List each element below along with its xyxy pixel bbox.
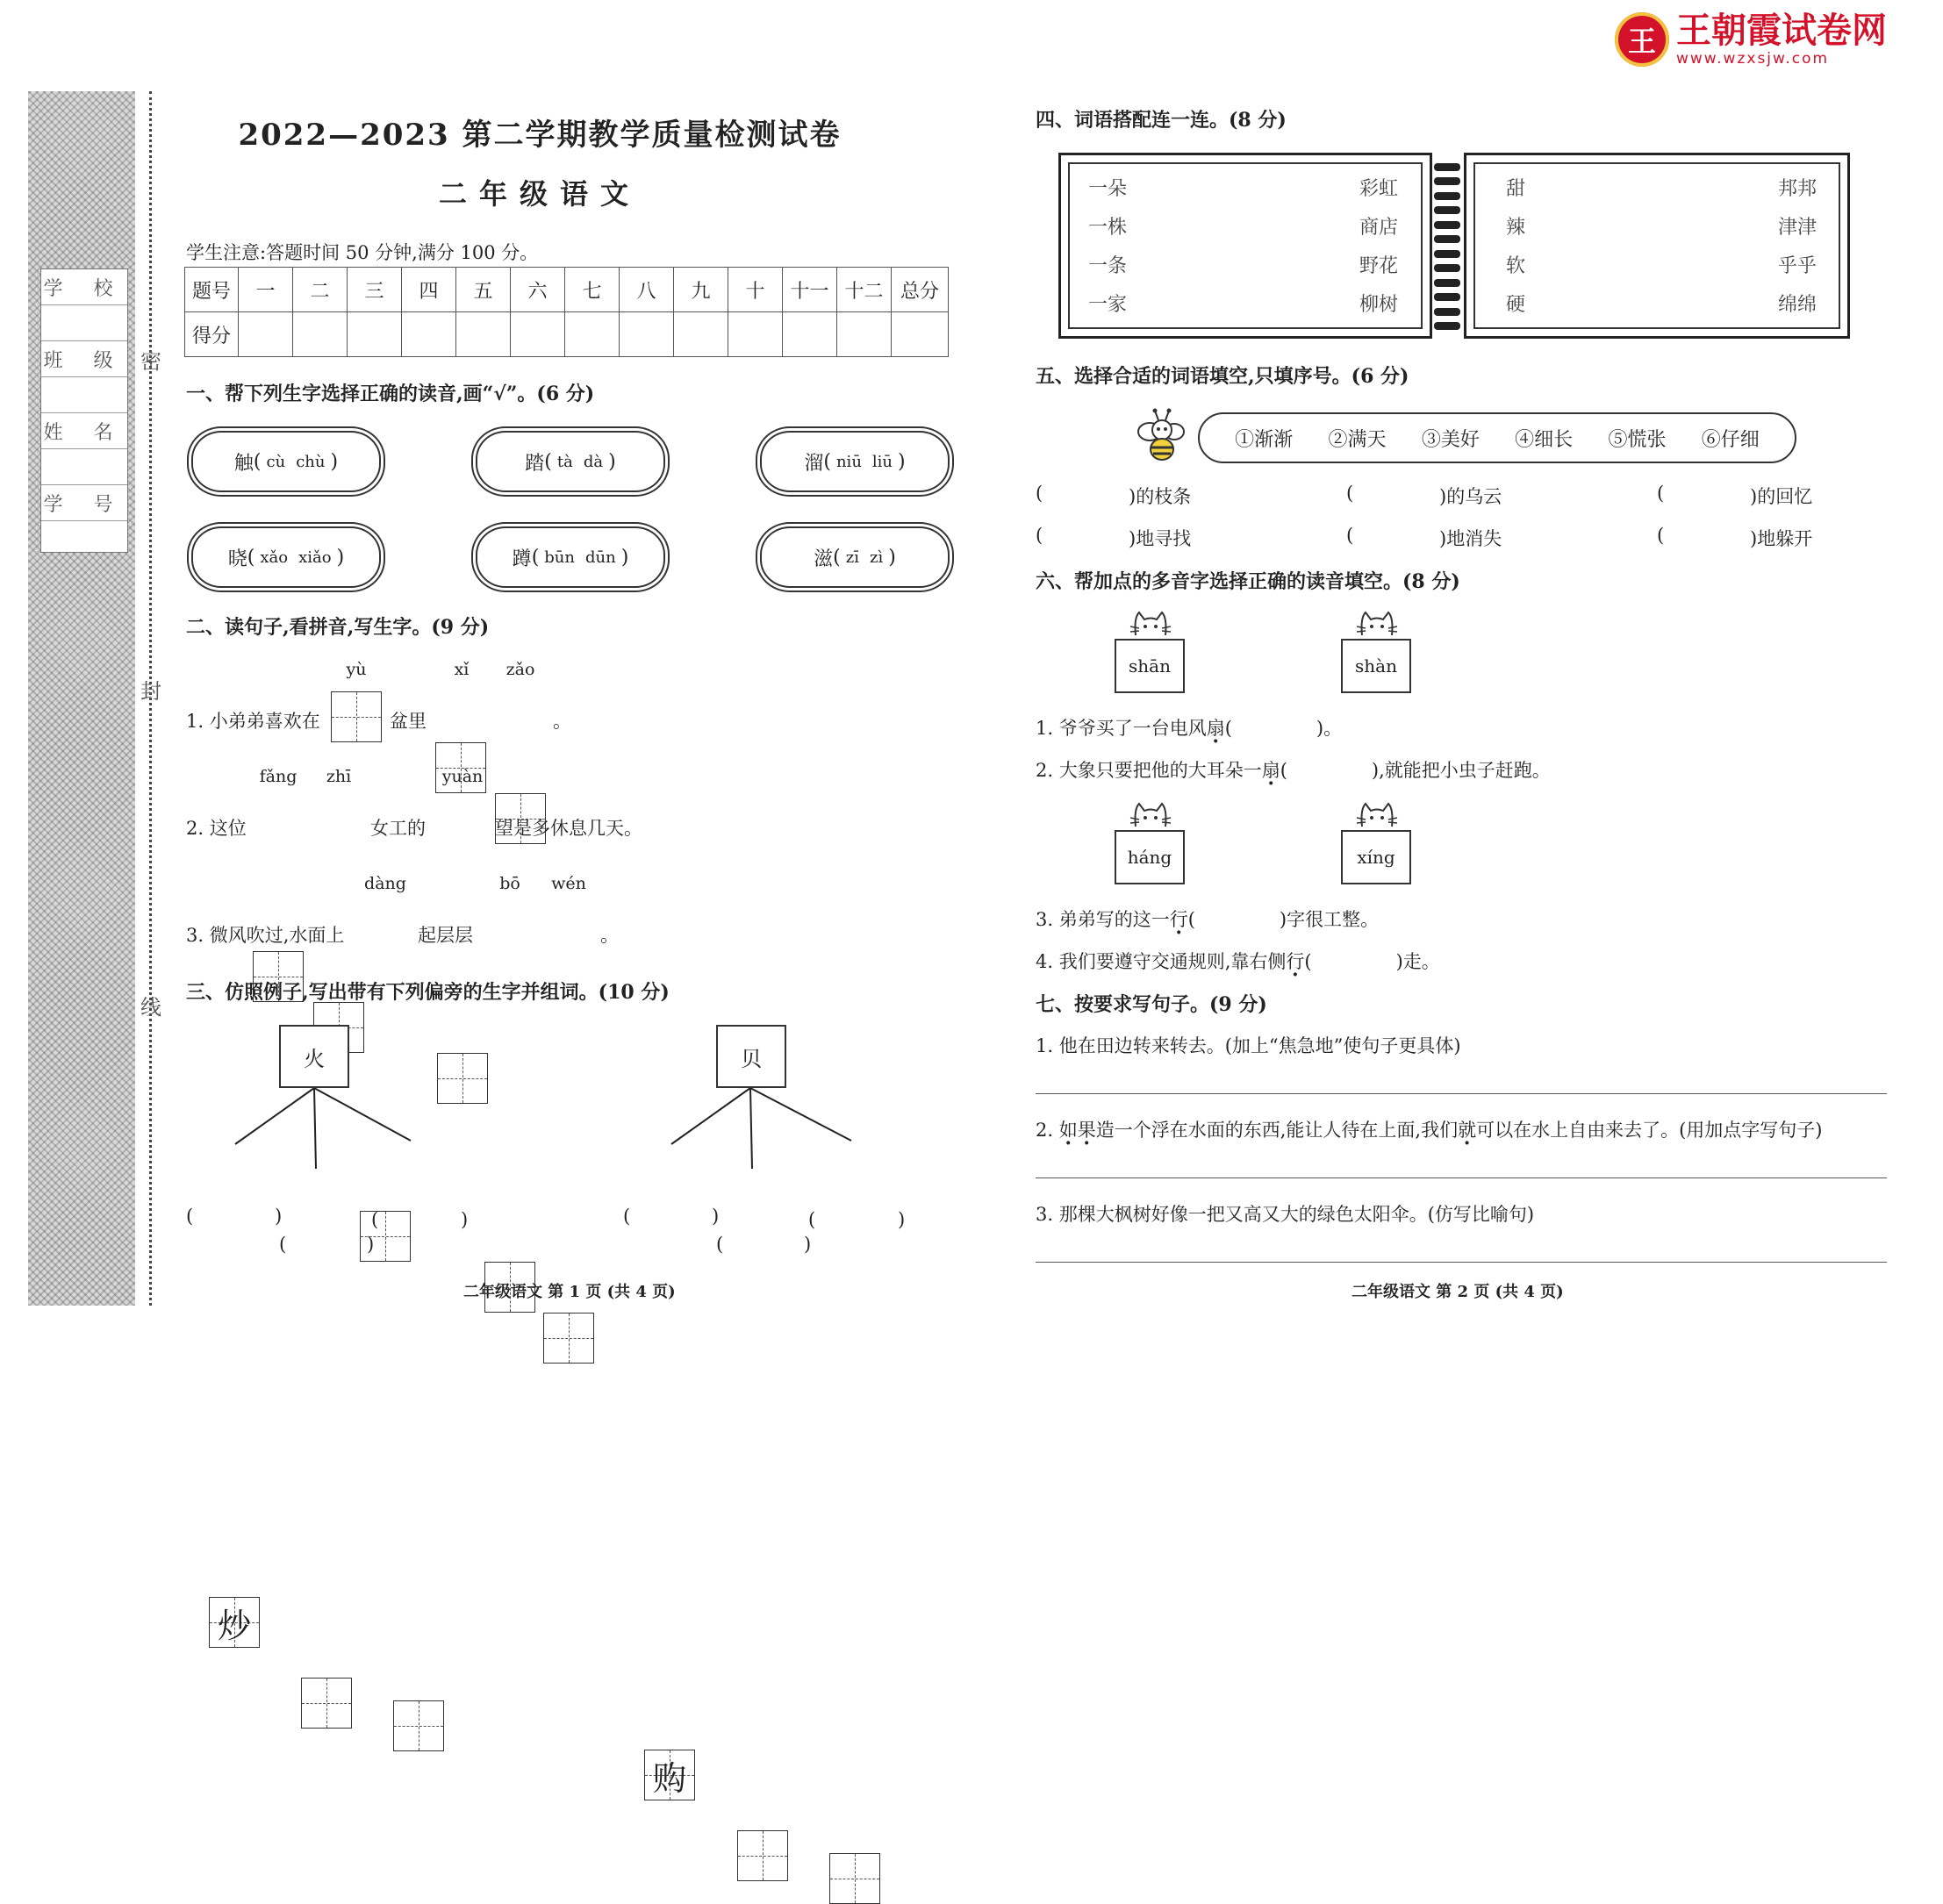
- q1-option-b[interactable]: zì: [870, 548, 884, 567]
- footer-left: 二年级语文 第 1 页 (共 4 页): [463, 1283, 676, 1301]
- score-header-cell: 十一: [783, 268, 837, 312]
- q7-sentence-1: 1. 他在田边转来转去。(加上“焦急地”使句子更具体): [1036, 1035, 1461, 1056]
- pinyin-card-text: shàn: [1355, 655, 1397, 676]
- cat-icon: [1129, 609, 1172, 641]
- example-box: [644, 1750, 695, 1800]
- score-header-cell: 七: [565, 268, 620, 312]
- score-header-cell: 八: [620, 268, 674, 312]
- q5-blank-2[interactable]: )的乌云: [1439, 486, 1502, 507]
- student-id-label: 学 号: [41, 485, 127, 521]
- write-box[interactable]: [829, 1853, 880, 1904]
- score-header-cell: 十: [728, 268, 783, 312]
- q1-char: 踏: [525, 452, 545, 475]
- q6-s1-end: )。: [1316, 718, 1343, 739]
- paren-close: ): [275, 1206, 283, 1227]
- match-word[interactable]: 辣: [1506, 217, 1526, 239]
- q1-choice-3[interactable]: 溜 ( niū liū ): [760, 431, 950, 492]
- q5-option: ⑤慌张: [1608, 428, 1667, 451]
- binder-ring: [1434, 221, 1460, 229]
- dotted-char: 如: [1058, 1120, 1078, 1141]
- q6-sentence-2: [1036, 756, 1551, 783]
- q5-blank-4[interactable]: )地寻找: [1129, 528, 1192, 549]
- q6-s3-pre: 3. 弟弟写的这一: [1036, 909, 1170, 930]
- cat-icon: [1355, 800, 1399, 832]
- brand-url: www.wzxsjw.com: [1676, 50, 1830, 68]
- q6-sentence-4: [1036, 948, 1440, 974]
- class-label: 班 级: [41, 341, 127, 377]
- match-word[interactable]: 商店: [1359, 217, 1399, 239]
- pinyin-label: yuàn: [441, 767, 484, 786]
- q2-s1-mid: 盆里: [390, 711, 427, 732]
- paren-close: ): [804, 1234, 812, 1255]
- q6-s2-end: ),就能把小虫子赶跑。: [1371, 760, 1551, 781]
- dotted-char: 果: [1077, 1120, 1096, 1141]
- cat-icon: [1129, 800, 1172, 832]
- exam-subtitle: 二年级语文: [438, 177, 641, 211]
- pinyin-card-text: xíng: [1357, 847, 1395, 868]
- answer-line[interactable]: [1036, 1262, 1887, 1263]
- score-row-label: 得分: [185, 312, 239, 357]
- pinyin-card: [1115, 830, 1185, 884]
- binder-ring: [1434, 293, 1460, 301]
- q1-title: 一、帮下列生字选择正确的读音,画“√”。(6 分): [186, 383, 595, 405]
- q6-s1-pre: 1. 爷爷买了一台电风: [1036, 718, 1207, 739]
- score-header-cell: 十二: [837, 268, 892, 312]
- match-word[interactable]: 柳树: [1359, 294, 1399, 316]
- tree-line: [671, 1088, 750, 1144]
- dotted-char: 行: [1286, 951, 1305, 972]
- dotted-char: 就: [1458, 1120, 1477, 1141]
- q2-s3-mid: 起层层: [418, 925, 473, 946]
- q5-blank-1[interactable]: )的枝条: [1129, 486, 1192, 507]
- q5-blank-5[interactable]: )地消失: [1439, 528, 1502, 549]
- pinyin-label: xǐ: [454, 660, 470, 679]
- paren-open: (: [623, 1206, 631, 1227]
- q5-option: ②满天: [1328, 428, 1387, 451]
- q2-s2-mid: 女工的: [370, 818, 426, 839]
- bee-icon: [1132, 405, 1195, 469]
- q6-s2-pre: 2. 大象只要把他的大耳朵一: [1036, 760, 1262, 781]
- q5-paren: (: [1036, 525, 1043, 546]
- score-header-cell: 二: [293, 268, 348, 312]
- q7-s2-mid: 造一个浮在水面的东西,能让人待在上面,我们: [1095, 1120, 1459, 1141]
- q1-option-a[interactable]: cù: [266, 452, 286, 471]
- q1-option-a[interactable]: būn: [544, 548, 575, 567]
- match-word[interactable]: 一条: [1088, 255, 1128, 277]
- pinyin-card: [1115, 639, 1185, 693]
- q1-option-a[interactable]: niū: [835, 452, 862, 471]
- q1-option-b[interactable]: dūn: [585, 548, 616, 567]
- score-header-cell: 题号: [185, 268, 239, 312]
- q7-s2-end: 可以在水上自由来去了。(用加点字写句子): [1476, 1120, 1823, 1141]
- q6-s3-end: )字很工整。: [1279, 909, 1380, 930]
- q1-choice-6[interactable]: 滋 ( zī zì ): [760, 526, 950, 588]
- paren-open: (: [716, 1234, 724, 1255]
- binder-ring: [1434, 308, 1460, 316]
- binder-ring: [1434, 177, 1460, 185]
- binder-ring: [1434, 163, 1460, 171]
- q3-tree-lines: [0, 0, 965, 1281]
- paren-open: (: [279, 1234, 287, 1255]
- pinyin-label: bō: [499, 874, 520, 893]
- tree-line: [750, 1088, 851, 1141]
- example-char: 炒: [217, 1606, 251, 1645]
- write-box[interactable]: [543, 1313, 594, 1364]
- q5-paren: (: [1036, 483, 1043, 504]
- q2-s1-pre: 1. 小弟弟喜欢在: [186, 711, 320, 732]
- q1-char: 溜: [804, 452, 824, 475]
- q5-title: 五、选择合适的词语填空,只填序号。(6 分): [1036, 365, 1409, 388]
- q5-options: [1198, 412, 1796, 463]
- binder-ring: [1434, 250, 1460, 258]
- match-word[interactable]: 邦邦: [1778, 178, 1818, 200]
- write-box[interactable]: [301, 1678, 352, 1729]
- answer-line[interactable]: [1036, 1093, 1887, 1094]
- q1-option-b[interactable]: dà: [583, 452, 604, 471]
- q1-choice-2[interactable]: 踏 ( tà dà ): [476, 431, 665, 492]
- dotted-char: 扇: [1261, 760, 1280, 781]
- pinyin-card-text: shān: [1129, 655, 1171, 676]
- q1-option-a[interactable]: zī: [845, 548, 859, 567]
- paren-open: (: [371, 1209, 379, 1230]
- score-header-cell: 三: [348, 268, 402, 312]
- paren-close: ): [461, 1209, 469, 1230]
- q6-s1-paren: (: [1224, 718, 1232, 739]
- q2-s2-end: 望是多休息几天。: [495, 818, 642, 839]
- binder-ring: [1434, 206, 1460, 214]
- binder-ring: [1434, 279, 1460, 287]
- tree-line: [314, 1088, 316, 1169]
- q5-option: ⑥仔细: [1701, 428, 1760, 451]
- binder-ring: [1434, 235, 1460, 243]
- footer-right: 二年级语文 第 2 页 (共 4 页): [1351, 1283, 1564, 1301]
- q5-paren: (: [1346, 483, 1354, 504]
- q2-s3-pre: 3. 微风吹过,水面上: [186, 925, 345, 946]
- seal-char-feng: 封: [140, 679, 161, 704]
- q6-s4-paren: (: [1304, 951, 1312, 972]
- brand-seal-text: 王: [1627, 25, 1656, 58]
- q2-s3-end: 。: [600, 925, 619, 946]
- binder-rings: [1427, 163, 1467, 330]
- q6-s3-paren: (: [1187, 909, 1195, 930]
- radical-box-fire: 火: [279, 1025, 349, 1088]
- pinyin-card: [1341, 830, 1411, 884]
- score-header-cell: 四: [402, 268, 456, 312]
- q5-blank-3[interactable]: )的回忆: [1750, 486, 1813, 507]
- q6-s2-paren: (: [1280, 760, 1287, 781]
- exam-notice: 学生注意:答题时间 50 分钟,满分 100 分。: [186, 242, 539, 263]
- score-header-cell: 九: [674, 268, 728, 312]
- q1-char: 触: [233, 452, 254, 475]
- q1-char: 蹲: [512, 548, 532, 570]
- match-word[interactable]: 野花: [1359, 255, 1399, 277]
- match-word[interactable]: 一朵: [1088, 178, 1128, 200]
- tree-line: [235, 1088, 314, 1144]
- pinyin-label: dàng: [364, 874, 406, 893]
- q1-char: 滋: [814, 548, 834, 570]
- paren-close: ): [367, 1234, 375, 1255]
- score-header-cell: 五: [456, 268, 511, 312]
- pinyin-label: fǎng: [259, 767, 298, 786]
- q1-choice-5[interactable]: 蹲 ( būn dūn ): [476, 526, 665, 588]
- q1-option-b[interactable]: xiǎo: [298, 548, 332, 567]
- q6-sentence-3: [1036, 905, 1379, 932]
- q5-paren: (: [1346, 525, 1354, 546]
- exam-title: 2022—2023 第二学期教学质量检测试卷: [238, 118, 842, 153]
- example-char: 购: [652, 1758, 686, 1798]
- q1-char: 晓: [227, 548, 247, 570]
- paren-close: ): [898, 1209, 906, 1230]
- example-box: [209, 1597, 260, 1648]
- write-box[interactable]: [737, 1830, 788, 1881]
- q1-option-b[interactable]: liū: [871, 452, 893, 471]
- q5-paren: (: [1657, 483, 1665, 504]
- q2-s2-pre: 2. 这位: [186, 818, 247, 839]
- q7-title: 七、按要求写句子。(9 分): [1036, 993, 1267, 1016]
- match-word[interactable]: 津津: [1778, 217, 1818, 239]
- answer-line[interactable]: [1036, 1177, 1887, 1178]
- pinyin-label: zhī: [326, 767, 352, 786]
- q7-sentence-3: 3. 那棵大枫树好像一把又高又大的绿色太阳伞。(仿写比喻句): [1036, 1204, 1535, 1225]
- school-label: 学 校: [41, 269, 127, 305]
- match-word[interactable]: 绵绵: [1778, 294, 1818, 316]
- match-word[interactable]: 硬: [1506, 294, 1526, 316]
- q5-option: ④细长: [1515, 428, 1574, 451]
- q1-choice-4[interactable]: 晓 ( xǎo xiǎo ): [191, 526, 381, 588]
- q2-title: 二、读句子,看拼音,写生字。(9 分): [186, 616, 490, 639]
- q1-option-b[interactable]: chù: [296, 452, 326, 471]
- score-header-cell: 六: [511, 268, 565, 312]
- seal-char-xian: 线: [140, 995, 161, 1020]
- name-label: 姓 名: [41, 413, 127, 449]
- match-word[interactable]: 软: [1506, 255, 1526, 277]
- score-header-cell: 一: [239, 268, 293, 312]
- q2-s1-end: 。: [553, 711, 571, 732]
- q5-blank-6[interactable]: )地躲开: [1750, 528, 1813, 549]
- q1-option-a[interactable]: tà: [556, 452, 573, 471]
- match-word[interactable]: 彩虹: [1359, 178, 1399, 200]
- paren-open: (: [186, 1206, 194, 1227]
- q7-s2-pre: 2.: [1036, 1120, 1059, 1141]
- pinyin-label: zǎo: [505, 660, 535, 679]
- dotted-char: 行: [1169, 909, 1188, 930]
- q5-option: ③美好: [1421, 428, 1480, 451]
- q6-title: 六、帮加点的多音字选择正确的读音填空。(8 分): [1036, 570, 1460, 593]
- q4-title: 四、词语搭配连一连。(8 分): [1036, 109, 1287, 132]
- q6-s4-pre: 4. 我们要遵守交通规则,靠右侧: [1036, 951, 1287, 972]
- paren-open: (: [808, 1209, 816, 1230]
- dotted-char: 扇: [1206, 718, 1225, 739]
- q5-paren: (: [1657, 525, 1665, 546]
- q6-s4-end: )走。: [1395, 951, 1440, 972]
- tree-line: [314, 1088, 411, 1141]
- tree-line: [750, 1088, 752, 1169]
- pinyin-label: wén: [551, 874, 586, 893]
- binder-ring: [1434, 192, 1460, 200]
- q1-choice-1[interactable]: 触 ( cù chù ): [191, 431, 381, 492]
- pinyin-card-text: háng: [1127, 847, 1172, 868]
- match-word[interactable]: 甜: [1506, 178, 1526, 200]
- cat-icon: [1355, 609, 1399, 641]
- seal-char-mi: 密: [140, 349, 161, 374]
- brand-logo: [1615, 9, 1896, 70]
- q7-sentence-2: [1036, 1116, 1822, 1142]
- match-word[interactable]: 一家: [1088, 294, 1128, 316]
- q5-option: ①渐渐: [1235, 428, 1294, 451]
- paren-close: ): [712, 1206, 720, 1227]
- score-header-cell: 总分: [892, 268, 949, 312]
- match-word[interactable]: 乎乎: [1778, 255, 1818, 277]
- brand-seal-icon: [1615, 12, 1669, 67]
- binder-ring: [1434, 264, 1460, 272]
- binder-ring: [1434, 322, 1460, 330]
- q3-title: 三、仿照例子,写出带有下列偏旁的生字并组词。(10 分): [186, 981, 670, 1004]
- write-box[interactable]: [393, 1700, 444, 1751]
- brand-name: 王朝霞试卷网: [1676, 11, 1887, 51]
- q1-option-a[interactable]: xǎo: [260, 548, 289, 567]
- q6-sentence-1: [1036, 714, 1342, 741]
- pinyin-card: [1341, 639, 1411, 693]
- pinyin-label: yù: [346, 660, 367, 679]
- radical-box-shell: 贝: [716, 1025, 786, 1088]
- match-word[interactable]: 一株: [1088, 217, 1128, 239]
